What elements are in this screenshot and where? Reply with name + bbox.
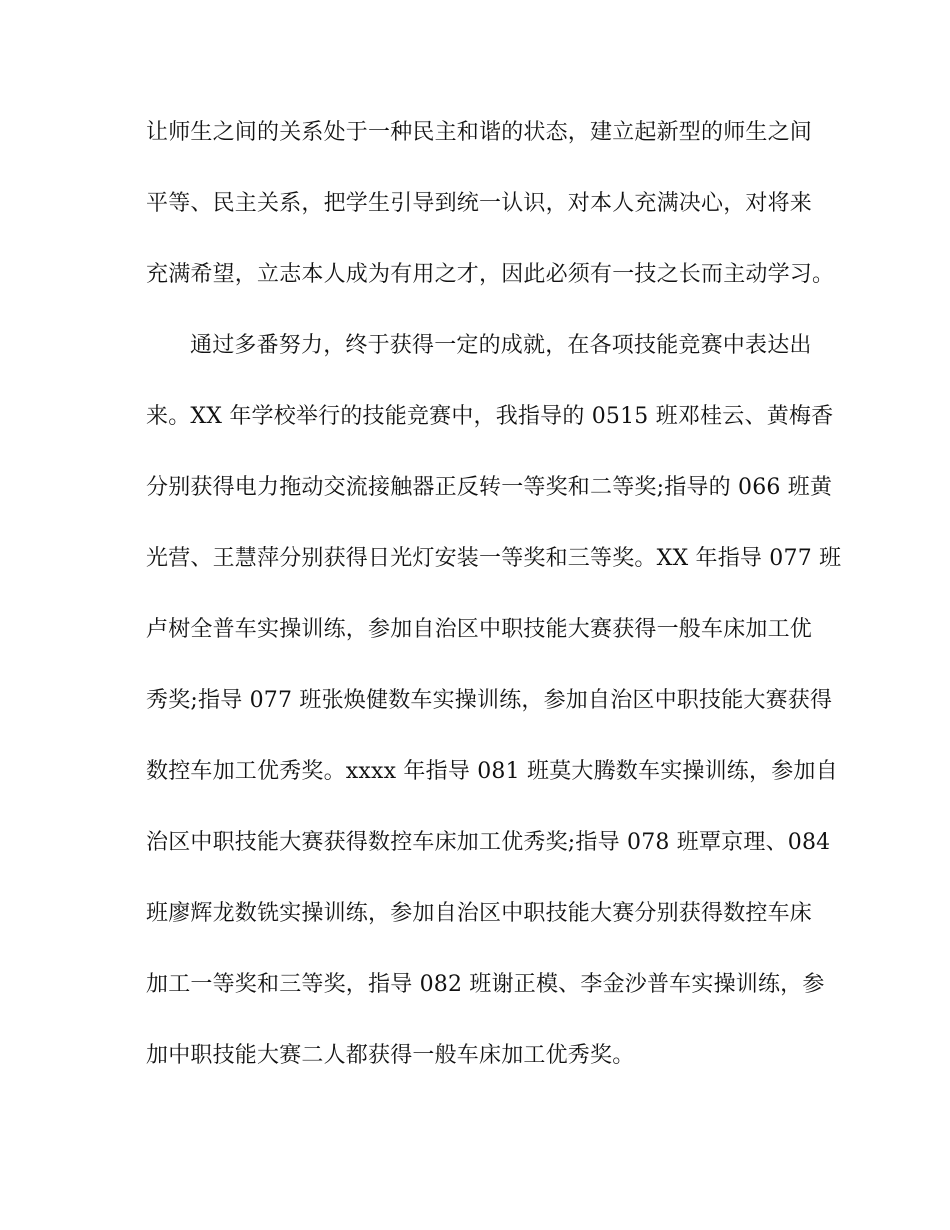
body-text: [146, 120, 842, 1116]
text-line: 秀奖;指导 077 班张焕健数车实操训练，参加自治区中职技能大赛获得: [146, 688, 833, 713]
text-line: 让师生之间的关系处于一种民主和谐的状态，建立起新型的师生之间: [146, 120, 813, 145]
text-line: 加中职技能大赛二人都获得一般车床加工优秀奖。: [146, 1043, 635, 1068]
text-line: 来。XX 年学校举行的技能竞赛中，我指导的 0515 班邓桂云、黄梅香: [146, 404, 834, 429]
text-line: 加工一等奖和三等奖，指导 082 班谢正模、李金沙普车实操训练，参: [146, 972, 825, 997]
text-line: 平等、民主关系，把学生引导到统一认识，对本人充满决心，对将来: [146, 191, 813, 216]
paragraph-start-line: 通过多番努力，终于获得一定的成就，在各项技能竞赛中表达出: [190, 333, 812, 358]
text-line: 卢树全普车实操训练，参加自治区中职技能大赛获得一般车床加工优: [146, 617, 813, 642]
text-line: 数控车加工优秀奖。xxxx 年指导 081 班莫大腾数车实操训练，参加自: [146, 759, 838, 784]
text-line: 充满希望，立志本人成为有用之才，因此必须有一技之长而主动学习。: [146, 262, 835, 287]
text-line: 班廖辉龙数铣实操训练，参加自治区中职技能大赛分别获得数控车床: [146, 901, 813, 926]
text-line: 光营、王慧萍分别获得日光灯安装一等奖和三等奖。XX 年指导 077 班: [146, 546, 842, 571]
text-line: 治区中职技能大赛获得数控车床加工优秀奖;指导 078 班覃京理、084: [146, 830, 831, 855]
text-line: 分别获得电力拖动交流接触器正反转一等奖和二等奖;指导的 066 班黄: [146, 475, 833, 500]
